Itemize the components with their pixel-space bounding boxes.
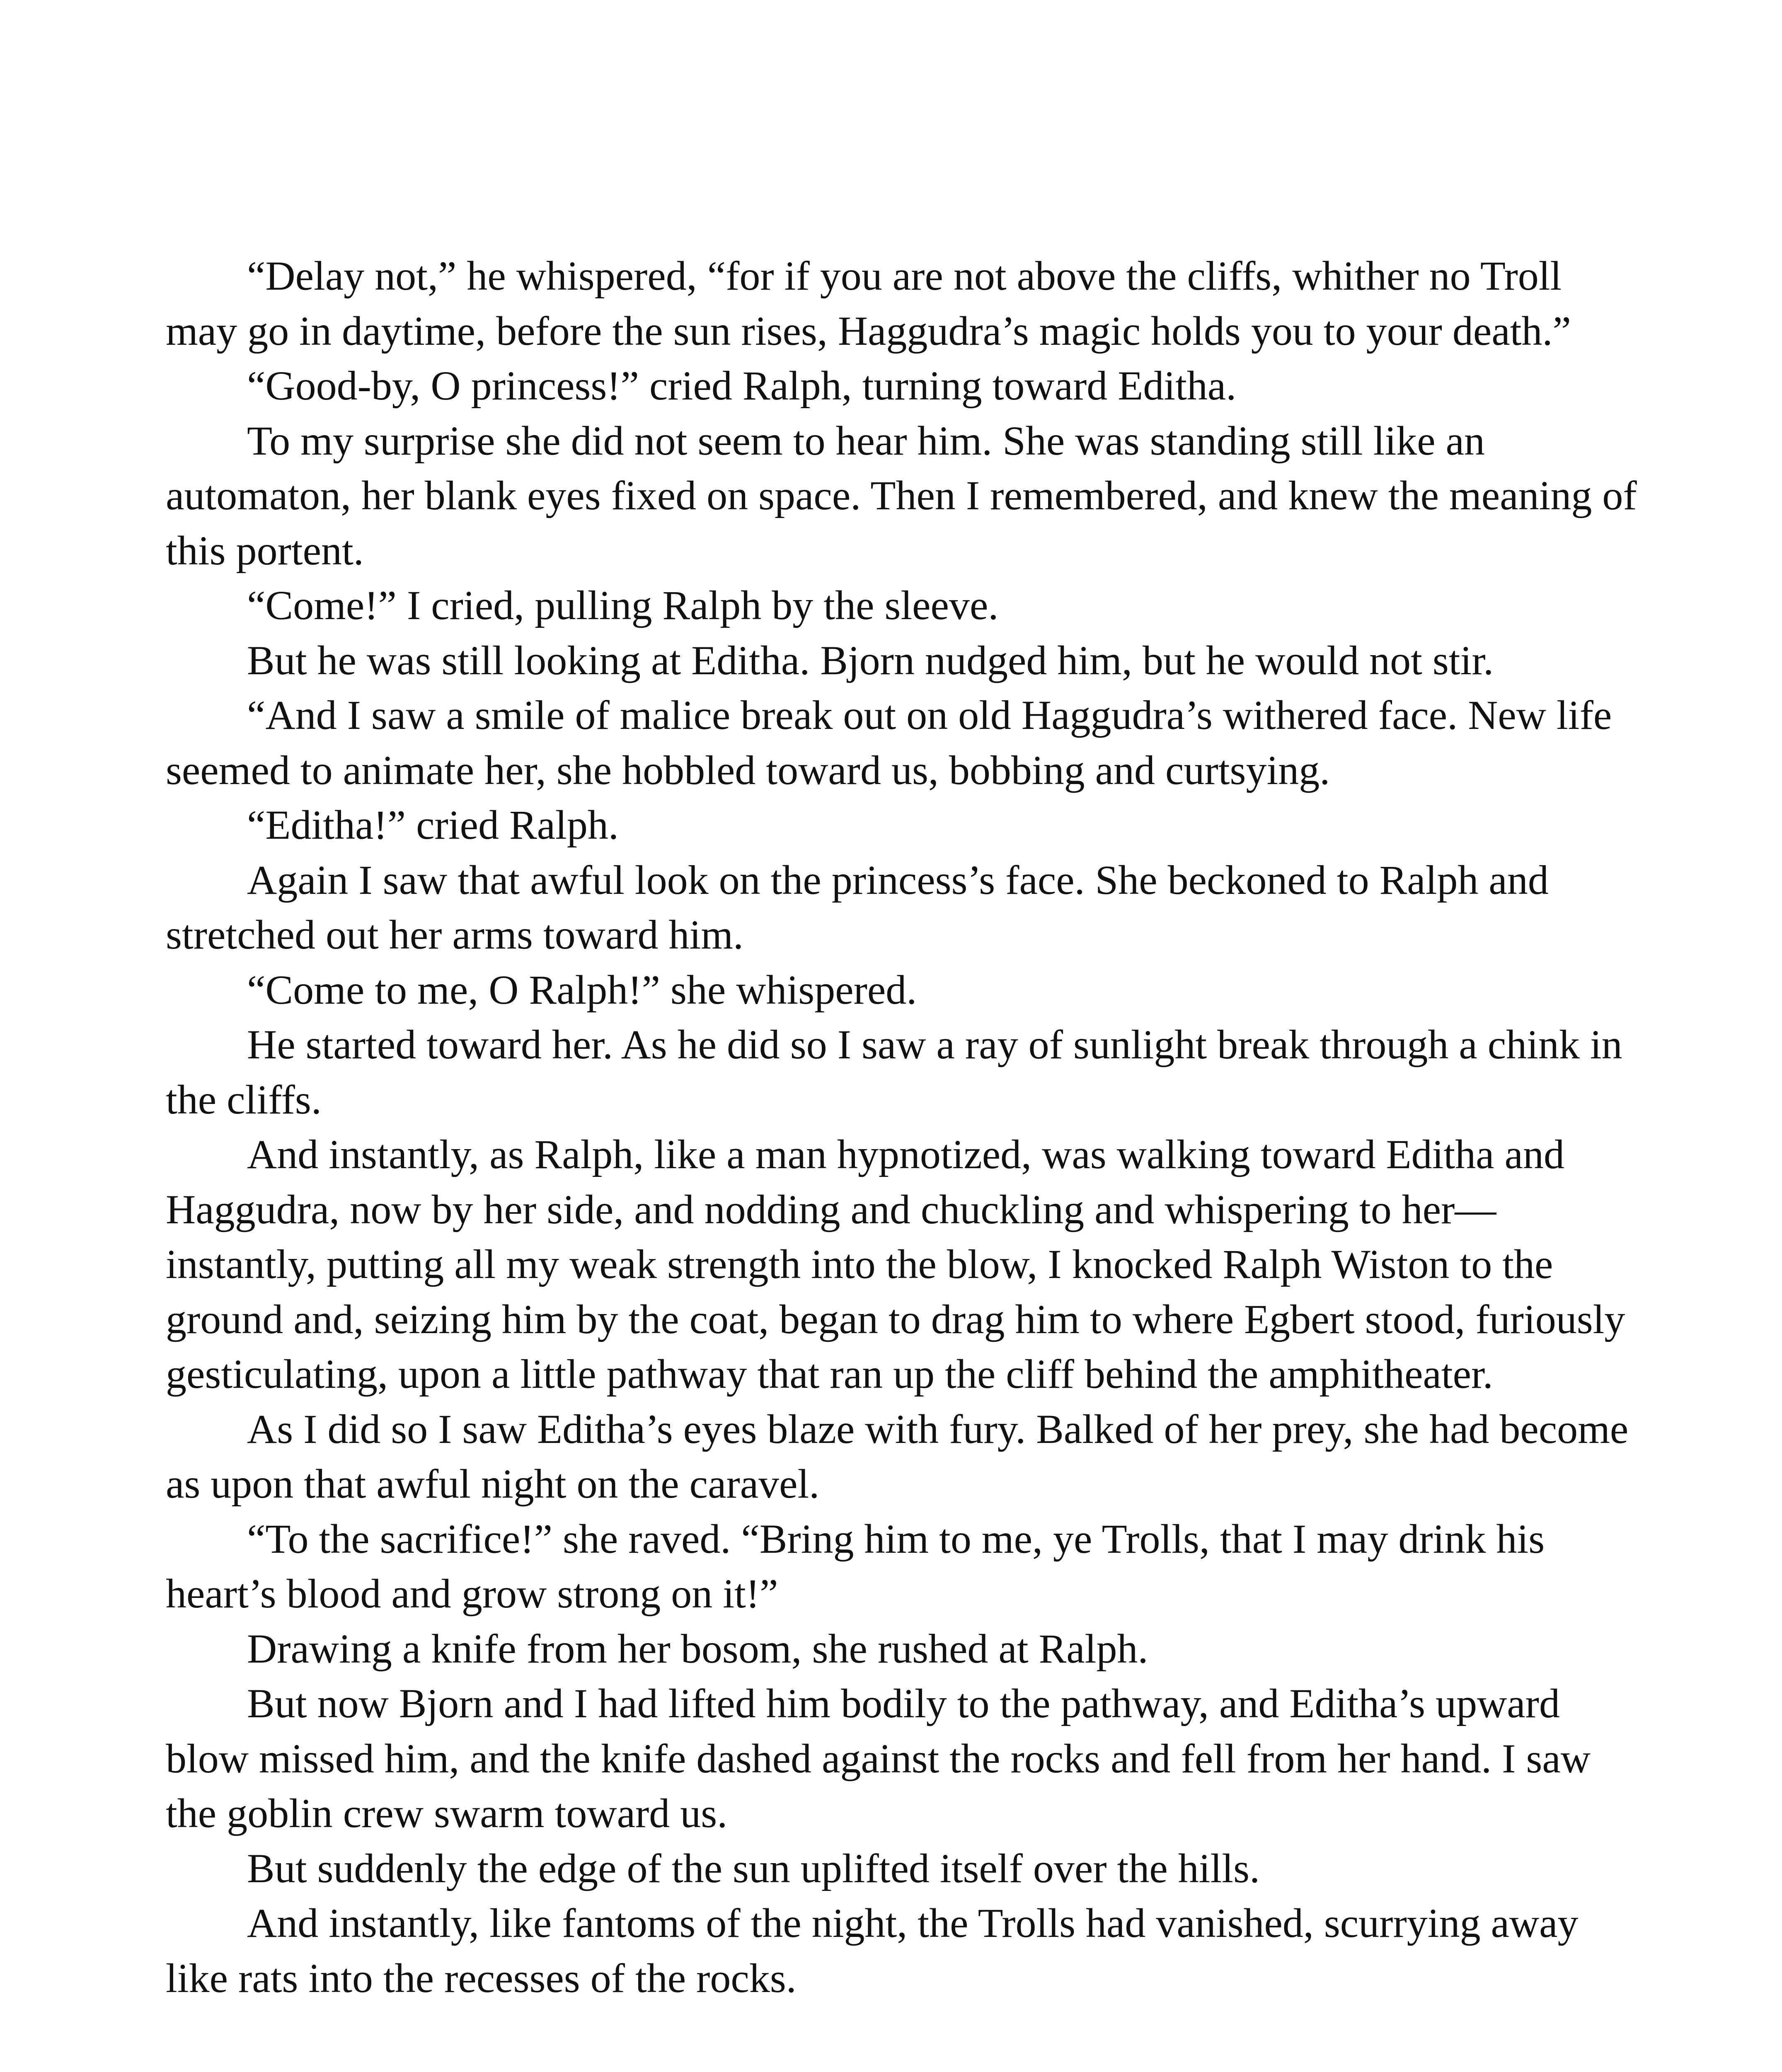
paragraph: And instantly, like fantoms of the night, the Trolls had vanished, scurrying away like rats into the recesses of the rocks. bbox=[166, 1900, 1579, 2001]
paragraph: And instantly, as Ralph, like a man hypnotized, was walking toward Editha and Haggudra, now by her side, and nodding and chuckling and whispering to her—instantly, putting all my weak strength into the blow, I knocked Ralph Wiston to the ground and, seizing him by the coat, began to drag him to where Egbert stood, furiously gesticulating, upon a little pathway that ran up the cliff behind the amphitheater. bbox=[166, 1131, 1625, 1397]
paragraph: But he was still looking at Editha. Bjorn nudged him, but he would not stir. bbox=[247, 637, 1494, 683]
paragraph: “Come!” I cried, pulling Ralph by the sleeve. bbox=[247, 582, 999, 628]
paragraph: “To the sacrifice!” she raved. “Bring him to me, ye Trolls, that I may drink his heart’s blood and grow strong on it!” bbox=[166, 1515, 1545, 1617]
paragraph: “Delay not,” he whispered, “for if you are not above the cliffs, whither no Troll may go in daytime, before the sun rises, Haggudra’s magic holds you to your death.” bbox=[166, 253, 1571, 354]
paragraph: To my surprise she did not seem to hear him. She was standing still like an automaton, her blank eyes fixed on space. Then I remembered, and knew the meaning of this portent. bbox=[166, 417, 1637, 574]
paragraph: But now Bjorn and I had lifted him bodily to the pathway, and Editha’s upward blow missed him, and the knife dashed against the rocks and fell from her hand. I saw the goblin crew swarm toward us. bbox=[166, 1680, 1591, 1836]
paragraph: “Good-by, O princess!” cried Ralph, turning toward Editha. bbox=[247, 363, 1237, 409]
body-text bbox=[166, 249, 1637, 2006]
paragraph: Drawing a knife from her bosom, she rushed at Ralph. bbox=[247, 1625, 1148, 1672]
paragraph: He started toward her. As he did so I saw a ray of sunlight break through a chink in the cliffs. bbox=[166, 1021, 1622, 1123]
paragraph: “Editha!” cried Ralph. bbox=[247, 802, 619, 848]
paragraph: “Come to me, O Ralph!” she whispered. bbox=[247, 966, 917, 1013]
paragraph: As I did so I saw Editha’s eyes blaze with fury. Balked of her prey, she had become as upon that awful night on the caravel. bbox=[166, 1406, 1629, 1507]
paragraph: “And I saw a smile of malice break out on old Haggudra’s withered face. New life seemed to animate her, she hobbled toward us, bobbing and curtsying. bbox=[166, 692, 1612, 793]
paragraph: Again I saw that awful look on the princess’s face. She beckoned to Ralph and stretched out her arms toward him. bbox=[166, 857, 1549, 958]
paragraph: But suddenly the edge of the sun uplifted itself over the hills. bbox=[247, 1845, 1260, 1891]
